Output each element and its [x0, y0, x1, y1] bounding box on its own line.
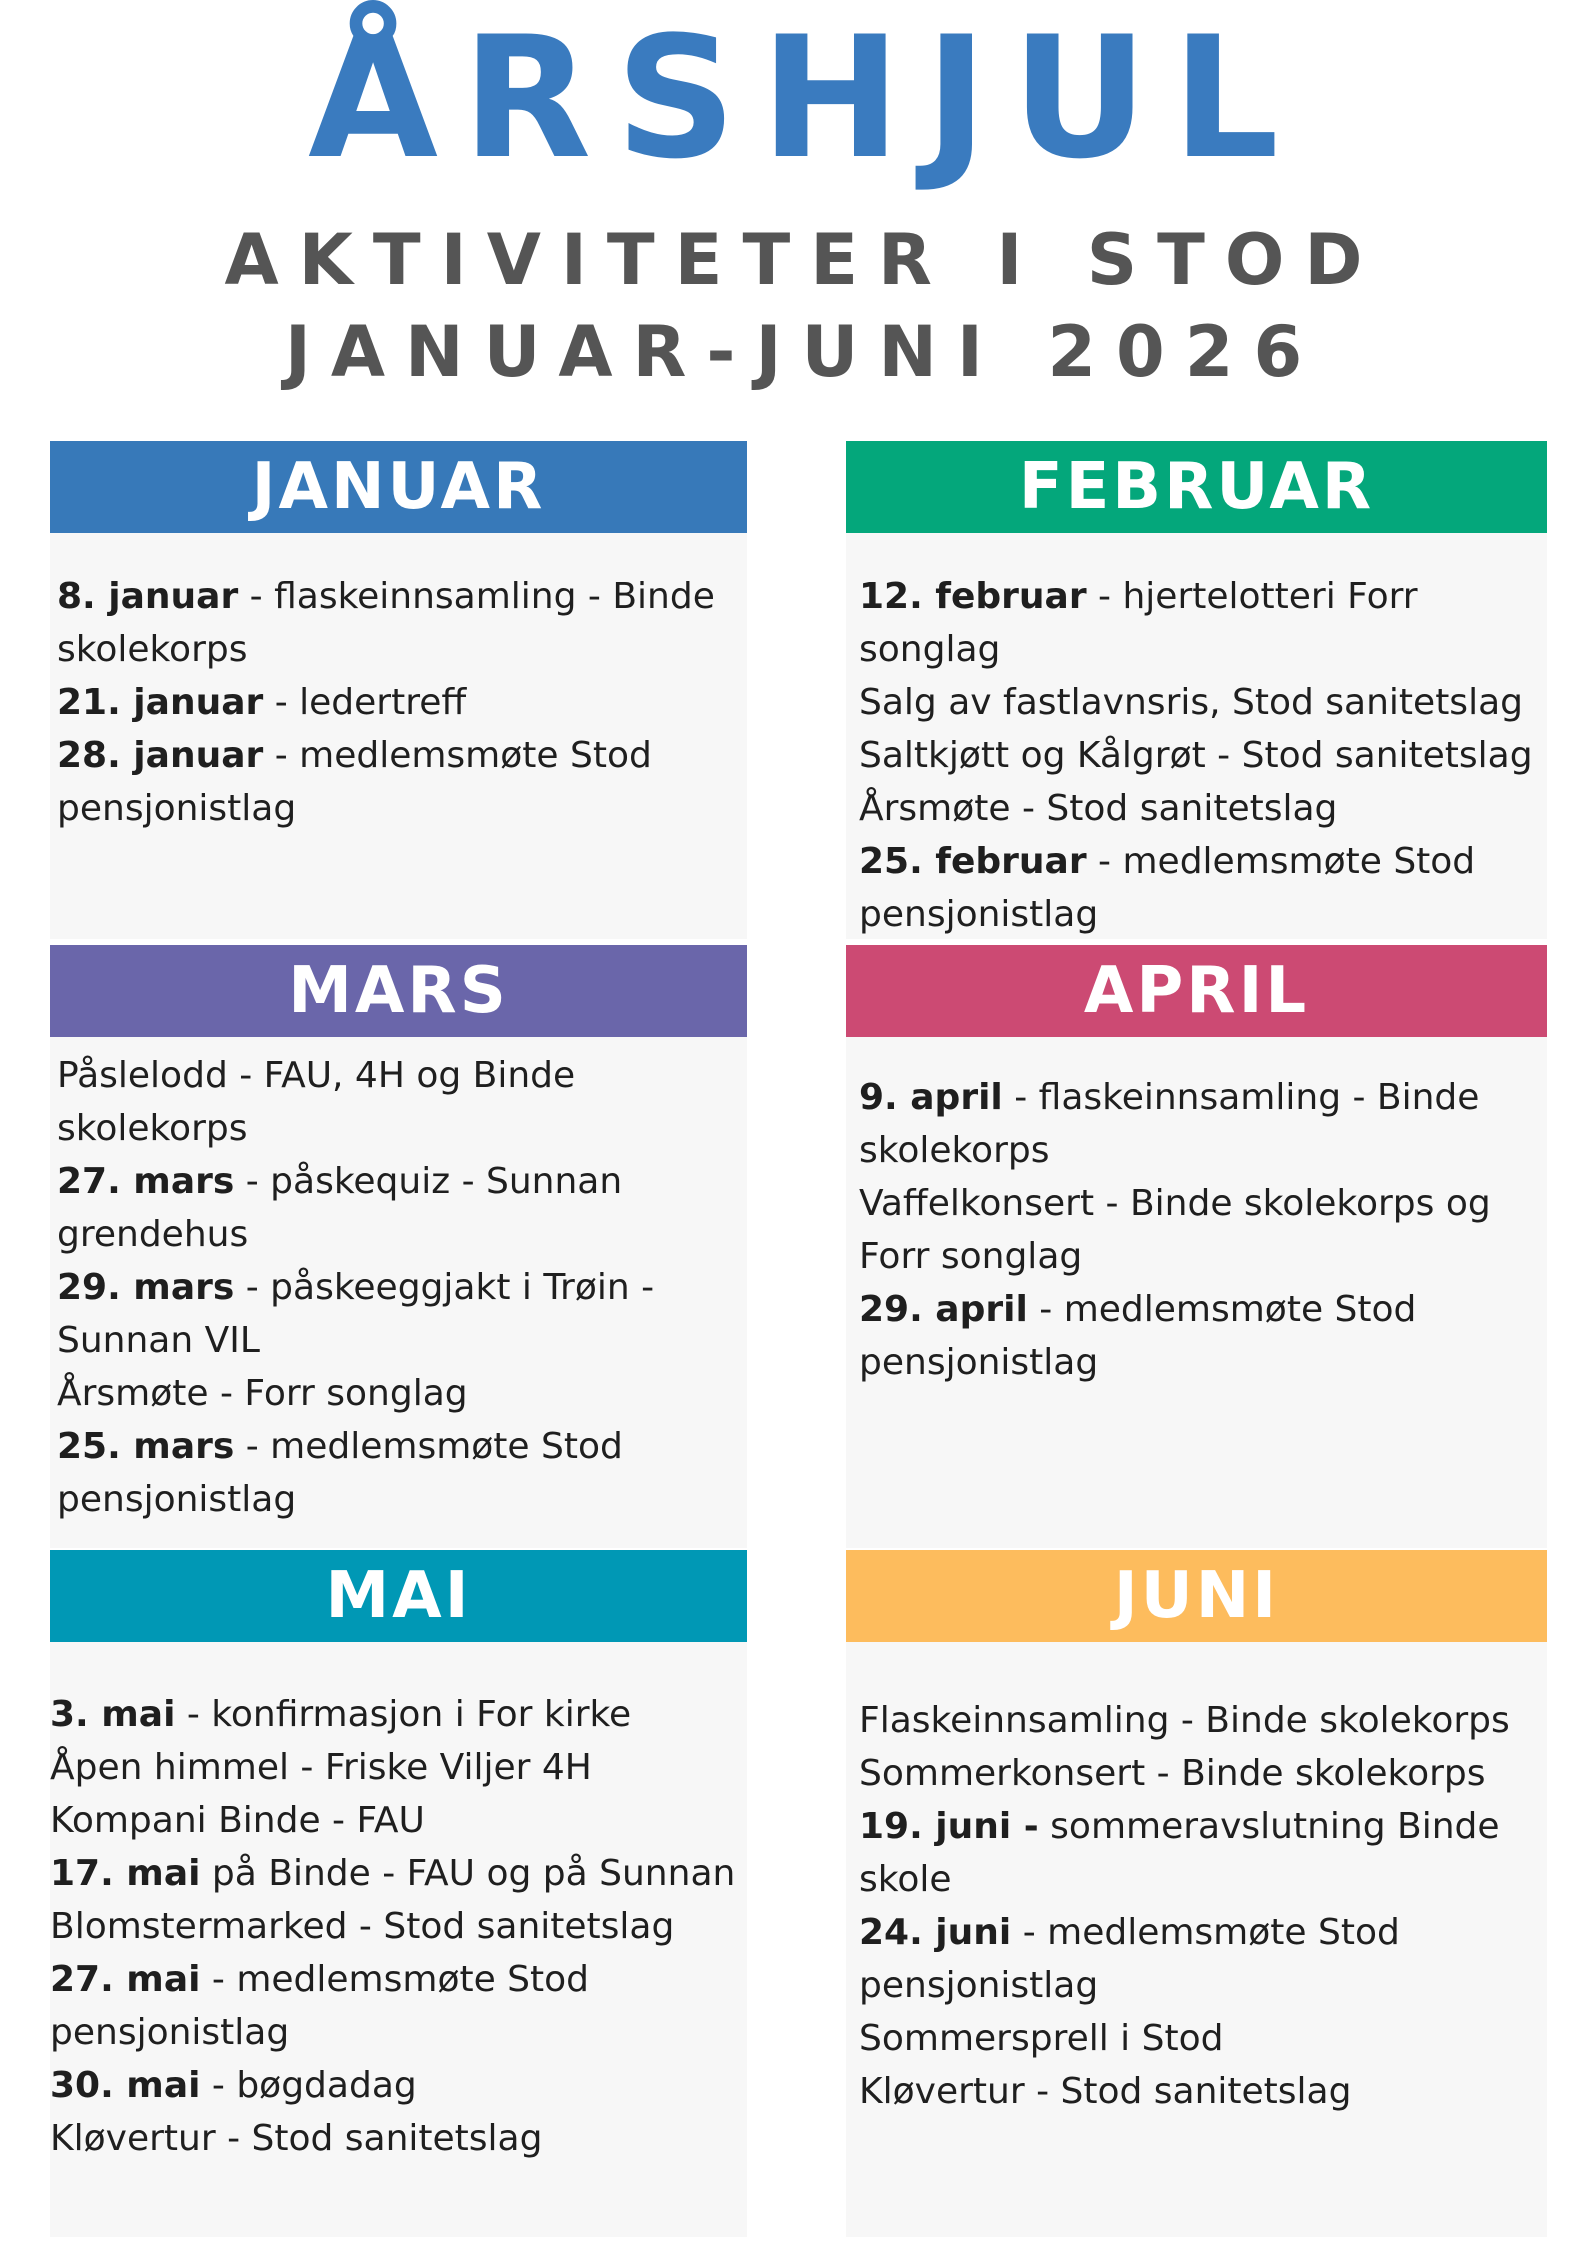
activity-text: - ledertreff: [263, 682, 467, 723]
activity-entry: [57, 570, 747, 676]
activity-entry: [859, 1747, 1547, 1800]
activity-entry: [859, 1071, 1547, 1177]
period-subtitle: JANUAR-JUNI 2026: [284, 311, 1323, 393]
activity-entry: [859, 570, 1547, 676]
activity-text: Vaffelkonsert - Binde skolekorps og Forr songlag: [859, 1183, 1491, 1277]
activity-text: Sommerkonsert - Binde skolekorps: [859, 1753, 1486, 1794]
activity-date: 12. februar: [859, 576, 1087, 617]
activity-text: - flaskeinnsamling - Binde skolekorps: [859, 1077, 1480, 1171]
month-card-june: [846, 1550, 1547, 2237]
activity-list: [50, 533, 747, 835]
activity-date: 8. januar: [57, 576, 239, 617]
month-header: [50, 945, 747, 1037]
activity-entry: [859, 2012, 1547, 2065]
activity-date: 9. april: [859, 1077, 1003, 1118]
activity-text: Blomstermarked - Stod sanitetslag: [50, 1906, 675, 1947]
activity-entry: [50, 1953, 747, 2059]
activity-text: - flaskeinnsamling - Binde skolekorps: [57, 576, 715, 670]
activity-text: Saltkjøtt og Kålgrøt - Stod sanitetslag: [859, 735, 1533, 776]
month-card-may: [50, 1550, 747, 2237]
activity-date: 29. mars: [57, 1267, 235, 1308]
activity-text: - medlemsmøte Stod pensjonistlag: [57, 735, 652, 829]
activity-entry: [859, 782, 1547, 835]
activity-text: - konfirmasjon i For kirke: [175, 1694, 632, 1735]
activity-entry: [859, 1906, 1547, 2012]
activity-entry: [57, 676, 747, 729]
activity-entry: [50, 1794, 747, 1847]
activity-date: 27. mai: [50, 1959, 201, 2000]
page-title: ÅRSHJUL: [308, 0, 1303, 196]
activity-date: 28. januar: [57, 735, 264, 776]
activity-list: [50, 1642, 747, 2165]
activity-list: [50, 1037, 747, 1526]
activity-text: - medlemsmøte Stod pensjonistlag: [57, 1426, 623, 1520]
activity-text: Kompani Binde - FAU: [50, 1800, 425, 1841]
activity-date: 25. februar: [859, 841, 1087, 882]
activity-date: 17. mai: [50, 1853, 201, 1894]
activity-entry: [50, 2059, 747, 2112]
activity-entry: [57, 1367, 747, 1420]
activity-entry: [859, 729, 1547, 782]
activity-entry: [859, 676, 1547, 729]
activity-text: - medlemsmøte Stod pensjonistlag: [859, 841, 1476, 935]
activity-text: Åpen himmel - Friske Viljer 4H: [50, 1747, 592, 1788]
activity-date: 3. mai: [50, 1694, 176, 1735]
activity-text: sommeravslutning Binde skole: [859, 1806, 1500, 1900]
activity-text: - medlemsmøte Stod pensjonistlag: [859, 1289, 1417, 1383]
activity-text: Årsmøte - Forr songlag: [57, 1373, 468, 1414]
activity-date: 24. juni: [859, 1912, 1012, 1953]
month-title: MAI: [325, 1559, 472, 1633]
activity-text: Sommersprell i Stod: [859, 2018, 1224, 2059]
month-card-april: [846, 945, 1547, 1548]
activity-text: - påskequiz - Sunnan grendehus: [57, 1161, 623, 1255]
activity-entry: [859, 1694, 1547, 1747]
activity-text: - hjertelotteri Forr songlag: [859, 576, 1418, 670]
month-header: [846, 441, 1547, 533]
activity-entry: [859, 835, 1547, 941]
activity-text: på Binde - FAU og på Sunnan: [200, 1853, 736, 1894]
activity-text: Påslelodd - FAU, 4H og Binde skolekorps: [57, 1055, 576, 1149]
activity-entry: [50, 1900, 747, 1953]
activity-entry: [859, 1283, 1547, 1389]
month-title: JANUAR: [251, 450, 546, 524]
activity-entry: [50, 2112, 747, 2165]
activity-text: - påskeeggjakt i Trøin - Sunnan VIL: [57, 1267, 655, 1361]
month-title: MARS: [288, 954, 509, 1028]
activity-text: Flaskeinnsamling - Binde skolekorps: [859, 1700, 1510, 1741]
activity-entry: [50, 1847, 747, 1900]
page-subtitle: AKTIVITETER I STOD: [224, 219, 1383, 301]
activity-entry: [57, 1049, 747, 1155]
activity-date: 25. mars: [57, 1426, 235, 1467]
month-header: [846, 1550, 1547, 1642]
activity-entry: [57, 1155, 747, 1261]
activity-entry: [50, 1688, 747, 1741]
activity-text: Kløvertur - Stod sanitetslag: [859, 2071, 1352, 2112]
month-card-march: [50, 945, 747, 1548]
activity-list: [846, 533, 1547, 941]
activity-date: 27. mars: [57, 1161, 235, 1202]
month-title: FEBRUAR: [1018, 450, 1375, 524]
month-title: JUNI: [1113, 1559, 1280, 1633]
activity-date: 21. januar: [57, 682, 264, 723]
activity-entry: [50, 1741, 747, 1794]
month-header: [50, 441, 747, 533]
month-header: [50, 1550, 747, 1642]
activity-date: 29. april: [859, 1289, 1028, 1330]
activity-date: 30. mai: [50, 2065, 201, 2106]
activity-list: [846, 1037, 1547, 1389]
activity-list: [846, 1642, 1547, 2118]
activity-entry: [57, 1420, 747, 1526]
activity-entry: [57, 1261, 747, 1367]
activity-text: Kløvertur - Stod sanitetslag: [50, 2118, 543, 2159]
activity-entry: [859, 2065, 1547, 2118]
month-card-february: [846, 441, 1547, 939]
activity-text: - bøgdadag: [200, 2065, 417, 2106]
activity-text: Salg av fastlavnsris, Stod sanitetslag: [859, 682, 1523, 723]
activity-text: - medlemsmøte Stod pensjonistlag: [859, 1912, 1400, 2006]
month-card-january: [50, 441, 747, 939]
month-header: [846, 945, 1547, 1037]
activity-entry: [57, 729, 747, 835]
activity-date: 19. juni -: [859, 1806, 1039, 1847]
activity-text: Årsmøte - Stod sanitetslag: [859, 788, 1338, 829]
activity-entry: [859, 1800, 1547, 1906]
month-title: APRIL: [1083, 954, 1310, 1028]
activity-text: - medlemsmøte Stod pensjonistlag: [50, 1959, 590, 2053]
activity-entry: [859, 1177, 1547, 1283]
